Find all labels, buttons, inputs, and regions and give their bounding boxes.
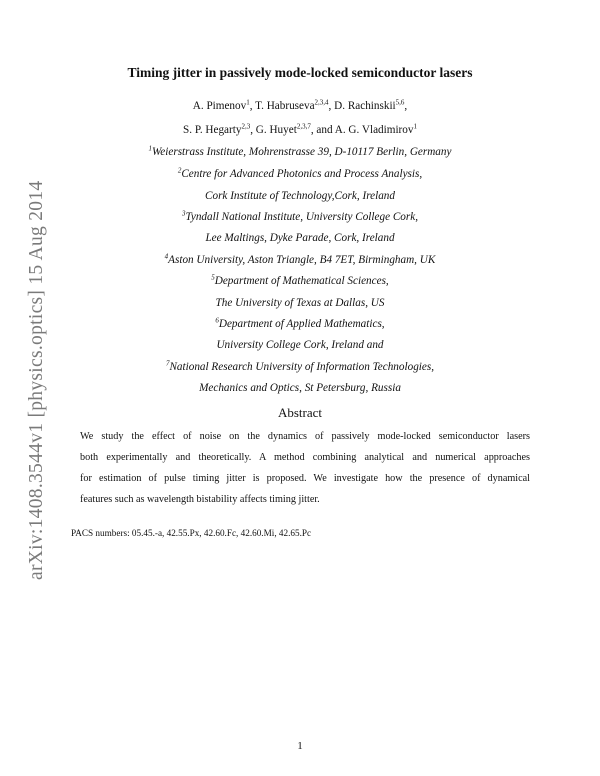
affiliation-line (0, 146, 600, 158)
affiliation-line (0, 361, 600, 373)
affiliation-mark: 1 (148, 144, 153, 153)
affiliation-line (0, 318, 600, 330)
affiliation-line (0, 275, 600, 287)
page-number: 1 (297, 740, 303, 752)
affiliation-line (0, 190, 600, 202)
authors-line-1 (0, 100, 600, 112)
authors-line-2 (0, 124, 600, 136)
affiliation-text: Tyndall National Institute, University College Cork, (185, 211, 419, 223)
author-name: , T. Habruseva (249, 100, 315, 112)
author-affiliation-mark: 2,3 (241, 122, 251, 131)
affiliation-line (0, 211, 600, 223)
abstract-line: We study the effect of noise on the dynamics of passively mode-locked semiconductor lasers (80, 431, 530, 442)
affiliation-mark: 3 (181, 209, 186, 218)
affiliation-line (0, 232, 600, 244)
author-name: , and A. G. Vladimirov (310, 124, 414, 136)
affiliation-text: National Research University of Information Technologies, (169, 361, 435, 373)
abstract-line: both experimentally and theoretically. A method combining analytical and numerical approaches (80, 452, 530, 463)
author-separator: , (404, 100, 408, 112)
affiliation-text: Cork Institute of Technology,Cork, Ireland (205, 190, 395, 202)
abstract-line: for estimation of pulse timing jitter is proposed. We investigate how the presence of dynamical (80, 473, 530, 484)
author-affiliation-mark: 2,3,7 (296, 122, 311, 131)
affiliation-line (0, 339, 600, 351)
affiliation-mark: 2 (177, 166, 182, 175)
author-name: , D. Rachinskii (328, 100, 396, 112)
author-affiliation-mark: 5,6 (395, 98, 405, 107)
affiliation-text: Department of Mathematical Sciences, (214, 275, 389, 287)
arxiv-identifier-stamp: arXiv:1408.3544v1 [physics.optics] 15 Aug 2014 (26, 180, 47, 580)
affiliation-text: The University of Texas at Dallas, US (215, 297, 385, 309)
affiliation-mark: 5 (211, 273, 215, 282)
author-name: , G. Huyet (250, 124, 297, 136)
author-affiliation-mark: 2,3,4 (314, 98, 329, 107)
abstract-line: features such as wavelength bistability affects timing jitter. (80, 494, 320, 505)
affiliation-text: Aston University, Aston Triangle, B4 7ET, Birmingham, UK (168, 254, 436, 266)
affiliation-text: Lee Maltings, Dyke Parade, Cork, Ireland (205, 232, 395, 244)
affiliation-text: Weierstrass Institute, Mohrenstrasse 39, D-10117 Berlin, Germany (152, 146, 452, 158)
abstract-heading: Abstract (277, 405, 323, 420)
affiliation-line (0, 168, 600, 180)
author-name: S. P. Hegarty (183, 124, 242, 136)
author-affiliation-mark: 1 (246, 98, 250, 107)
affiliation-mark: 6 (215, 316, 219, 325)
affiliation-mark: 7 (165, 359, 170, 368)
affiliation-line (0, 297, 600, 309)
affiliation-line (0, 254, 600, 266)
pacs-numbers: PACS numbers: 05.45.-a, 42.55.Px, 42.60.Fc, 42.60.Mi, 42.65.Pc (71, 528, 312, 538)
affiliation-mark: 4 (164, 252, 169, 261)
affiliation-text: Mechanics and Optics, St Petersburg, Russia (199, 382, 401, 394)
affiliation-line (0, 382, 600, 394)
affiliation-text: University College Cork, Ireland and (216, 339, 384, 351)
author-name: A. Pimenov (192, 100, 247, 112)
affiliation-text: Department of Applied Mathematics, (218, 318, 385, 330)
affiliation-text: Centre for Advanced Photonics and Process Analysis, (181, 168, 423, 180)
author-affiliation-mark: 1 (413, 122, 417, 131)
paper-title: Timing jitter in passively mode-locked semiconductor lasers (127, 65, 473, 80)
